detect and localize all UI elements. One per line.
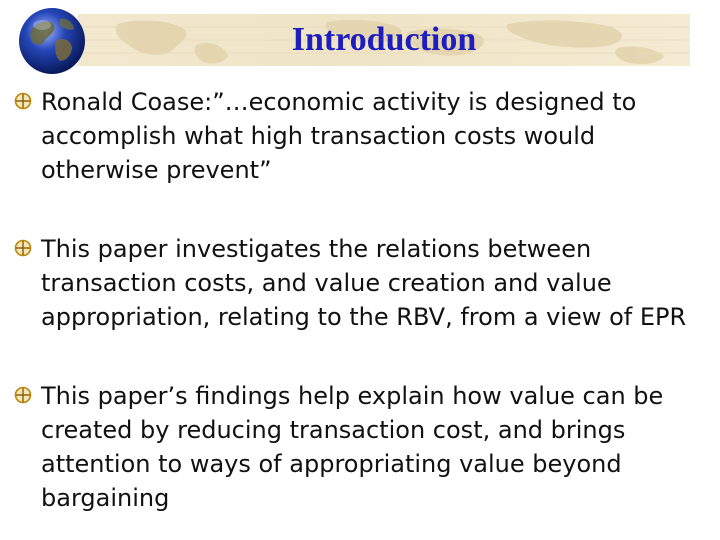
bullet-text: This paper investigates the relations between transaction costs, and value creation and value appropriation, relating to the RBV, from a view of EPR bbox=[41, 235, 687, 331]
bullet-text: This paper’s findings help explain how value can be created by reducing transaction cost, and brings attention to ways of appropriating value beyond bargaining bbox=[41, 382, 664, 512]
compass-bullet-icon bbox=[14, 239, 32, 257]
compass-bullet-icon bbox=[14, 92, 32, 110]
slide-title: Introduction bbox=[291, 21, 477, 58]
compass-bullet-icon bbox=[14, 386, 32, 404]
bullet-text: Ronald Coase:”…economic activity is designed to accomplish what high transaction costs would otherwise prevent” bbox=[41, 88, 637, 184]
